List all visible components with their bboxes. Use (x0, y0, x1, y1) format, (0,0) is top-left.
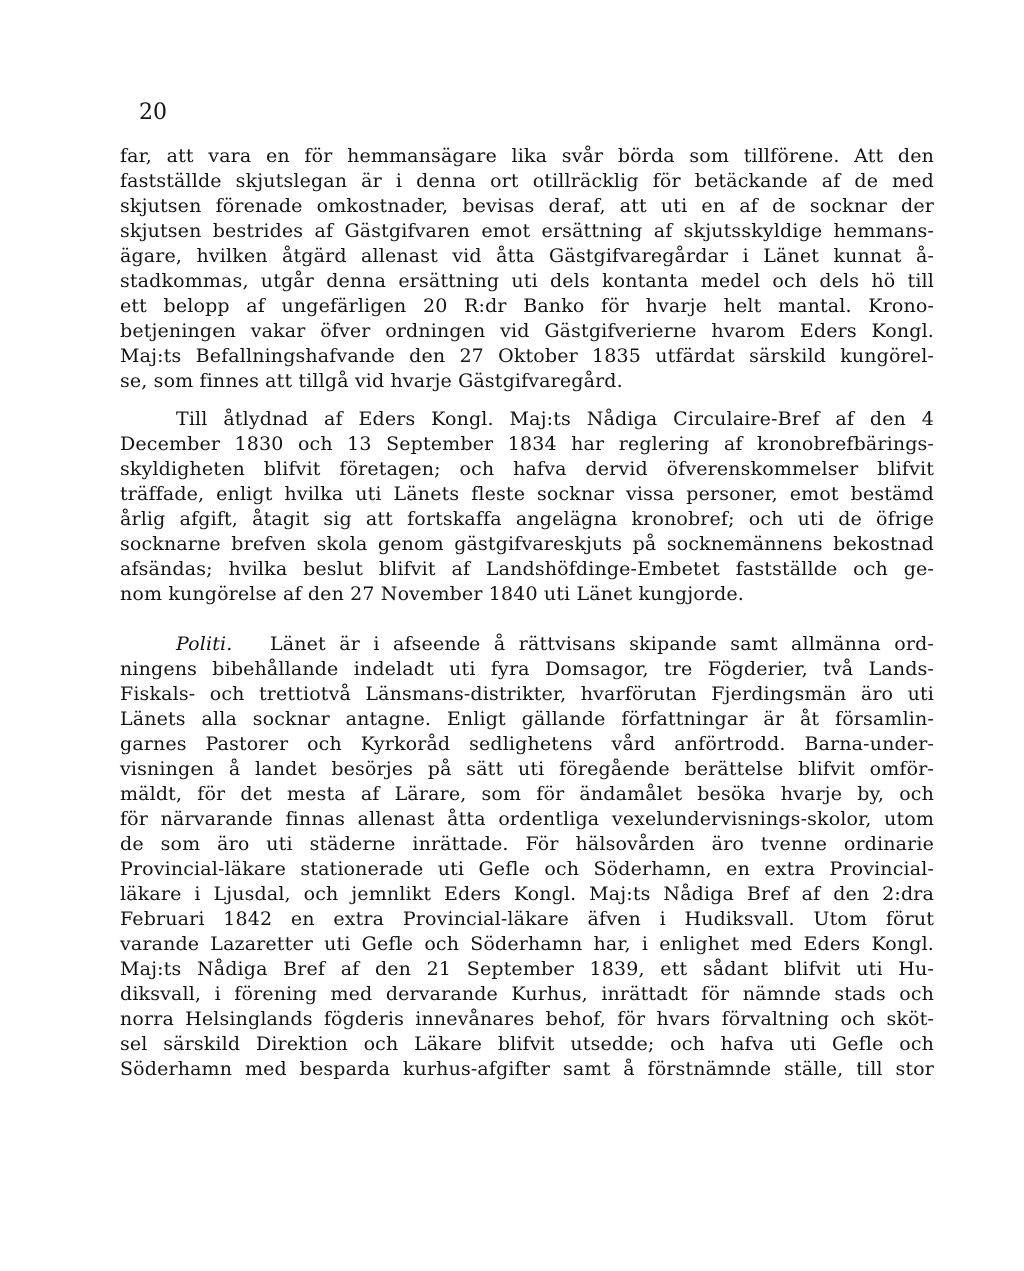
text-line: socknarne brefven skola genom gästgifvareskjuts på socknemännens bekostnad (120, 533, 934, 555)
text-line: skjutsen bestrides af Gästgifvaren emot ersättning af skjutsskyldige hemmans- (120, 220, 934, 242)
text-line: ägare, hvilken åtgärd allenast vid åtta Gästgifvaregårdar i Länet kunnat å- (120, 245, 934, 267)
text-line: fastställde skjutslegan är i denna ort otillräcklig för betäckande af de med (120, 170, 934, 192)
text-line: Länets alla socknar antagne. Enligt gällande författningar är åt församlin- (120, 708, 934, 730)
text-line: betjeningen vakar öfver ordningen vid Gästgifverierne hvarom Eders Kongl. (120, 320, 934, 342)
text-line: Provincial-läkare stationerade uti Gefle och Söderhamn, en extra Provincial- (120, 858, 934, 880)
text-line: sel särskild Direktion och Läkare blifvit utsedde; och hafva uti Gefle och (120, 1033, 934, 1055)
text-line: skyldigheten blifvit företagen; och hafva dervid öfverenskommelser blifvit (120, 458, 934, 480)
text-line: läkare i Ljusdal, och jemnlikt Eders Kongl. Maj:ts Nådiga Bref af den 2:dra (120, 883, 934, 905)
text-line: Länet är i afseende å rättvisans skipande samt allmänna ord- (270, 633, 934, 655)
text-line: far, att vara en för hemmansägare lika svår börda som tillförene. Att den (120, 145, 934, 167)
text-line: årlig afgift, åtagit sig att fortskaffa angelägna kronobref; och uti de öfrige (120, 508, 934, 530)
text-line: visningen å landet besörjes på sätt uti föregående berättelse blifvit omför- (120, 758, 934, 780)
text-line: norra Helsinglands fögderis innevånares behof, för hvars förvaltning och sköt- (120, 1008, 934, 1030)
text-line: diksvall, i förening med dervarande Kurhus, inrättadt för nämnde stads och (120, 983, 934, 1005)
text-line: Maj:ts Nådiga Bref af den 21 September 1839, ett sådant blifvit uti Hu- (120, 958, 934, 980)
text-line: träffade, enligt hvilka uti Länets fleste socknar vissa personer, emot bestämd (120, 483, 934, 505)
text-line: Maj:ts Befallningshafvande den 27 Oktober 1835 utfärdat särskild kungörel- (120, 345, 934, 367)
text-line: Till åtlydnad af Eders Kongl. Maj:ts Nådiga Circulaire-Bref af den 4 (176, 408, 934, 430)
text-line: garnes Pastorer och Kyrkoråd sedlighetens vård anförtrodd. Barna-under- (120, 733, 934, 755)
text-line: stadkommas, utgår denna ersättning uti dels kontanta medel och dels hö till (120, 270, 934, 292)
text-line: December 1830 och 13 September 1834 har reglering af kronobrefbärings- (120, 433, 934, 455)
text-line: afsändas; hvilka beslut blifvit af Landshöfdinge-Embetet fastställde och ge- (120, 558, 934, 580)
text-line: ett belopp af ungefärligen 20 R:dr Banko för hvarje helt mantal. Krono- (120, 295, 934, 317)
text-line: mäldt, för det mesta af Lärare, som för ändamålet besöka hvarje by, och (120, 783, 934, 805)
text-line: Februari 1842 en extra Provincial-läkare äfven i Hudiksvall. Utom förut (120, 908, 934, 930)
text-line: för närvarande finnas allenast åtta ordentliga vexelundervisnings-skolor, utom (120, 808, 934, 830)
text-line: Fiskals- och trettiotvå Länsmans-distrikter, hvarförutan Fjerdingsmän äro uti (120, 683, 934, 705)
text-line: se, som finnes att tillgå vid hvarje Gästgifvaregård. (120, 370, 623, 392)
text-line: de som äro uti städerne inrättade. För hälsovården äro tvenne ordinarie (120, 833, 934, 855)
text-line: Söderhamn med besparda kurhus-afgifter samt å förstnämnde ställe, till stor (120, 1058, 934, 1080)
page-number: 20 (139, 100, 167, 125)
text-line: nom kungörelse af den 27 November 1840 uti Länet kungjorde. (120, 583, 744, 605)
text-line: skjutsen förenade omkostnader, bevisas deraf, att uti en af de socknar der (120, 195, 934, 217)
text-line: varande Lazaretter uti Gefle och Söderhamn har, i enlighet med Eders Kongl. (120, 933, 934, 955)
section-heading-politi: Politi. (176, 633, 233, 655)
text-line: ningens bibehållande indeladt uti fyra Domsagor, tre Fögderier, två Lands- (120, 658, 934, 680)
